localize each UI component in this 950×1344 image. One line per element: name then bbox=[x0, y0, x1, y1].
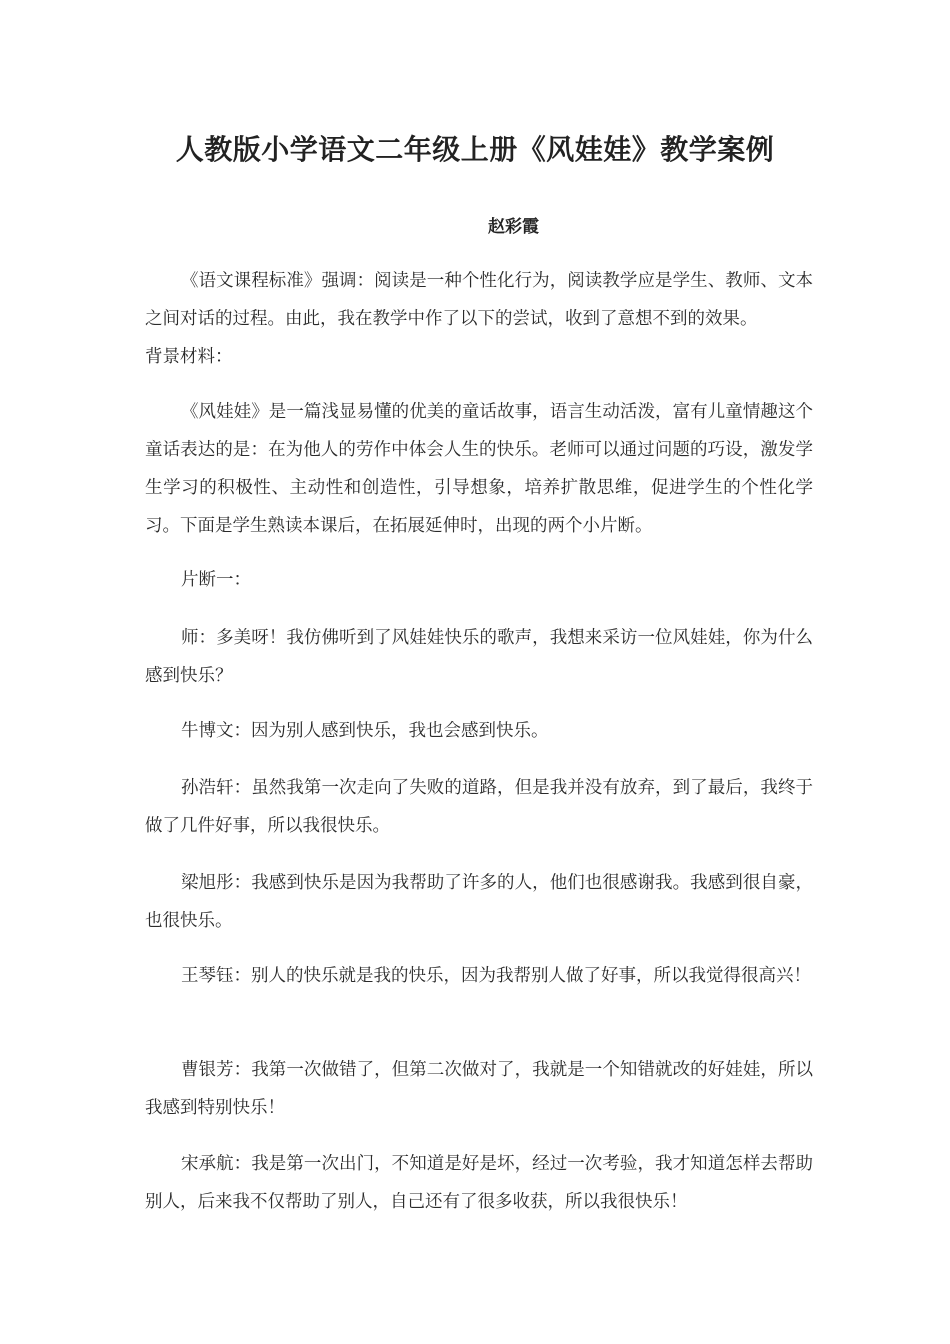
paragraph-intro: 《语文课程标准》强调：阅读是一种个性化行为，阅读教学应是学生、教师、文本之间对话的过程。由此，我在教学中作了以下的尝试，收到了意想不到的效果。 bbox=[145, 271, 813, 329]
paragraph-excerpt-label: 片断一： bbox=[181, 570, 251, 590]
paragraph-student-4: 王琴钰：别人的快乐就是我的快乐，因为我帮别人做了好事，所以我觉得很高兴！ bbox=[181, 966, 811, 986]
paragraph-student-5: 曹银芳：我第一次做错了，但第二次做对了，我就是一个知错就改的好娃娃，所以我感到特别快乐！ bbox=[145, 1060, 813, 1118]
paragraph-student-2: 孙浩轩：虽然我第一次走向了失败的道路，但是我并没有放弃，到了最后，我终于做了几件好事，所以我很快乐。 bbox=[145, 778, 813, 836]
paragraph-background-label: 背景材料： bbox=[145, 347, 233, 367]
paragraph-student-3: 梁旭彤：我感到快乐是因为我帮助了许多的人，他们也很感谢我。我感到很自豪，也很快乐。 bbox=[145, 873, 813, 931]
paragraph-background: 《风娃娃》是一篇浅显易懂的优美的童话故事，语言生动活泼，富有儿童情趣这个童话表达的是：在为他人的劳作中体会人生的快乐。老师可以通过问题的巧设，激发学生学习的积极性、主动性和创造性，引导想象，培养扩散思维，促进学生的个性化学习。下面是学生熟读本课后，在拓展延伸时，出现的两个小片断。 bbox=[145, 402, 813, 536]
author-name: 赵彩霞 bbox=[488, 217, 539, 237]
paragraph-teacher: 师：多美呀！我仿佛听到了风娃娃快乐的歌声，我想来采访一位风娃娃，你为什么感到快乐？ bbox=[145, 628, 813, 686]
paragraph-student-6: 宋承航：我是第一次出门，不知道是好是坏，经过一次考验，我才知道怎样去帮助别人，后来我不仅帮助了别人，自己还有了很多收获，所以我很快乐！ bbox=[145, 1154, 813, 1212]
page-title: 人教版小学语文二年级上册《风娃娃》教学案例 bbox=[175, 133, 775, 166]
paragraph-student-1: 牛博文：因为别人感到快乐，我也会感到快乐。 bbox=[181, 721, 549, 741]
